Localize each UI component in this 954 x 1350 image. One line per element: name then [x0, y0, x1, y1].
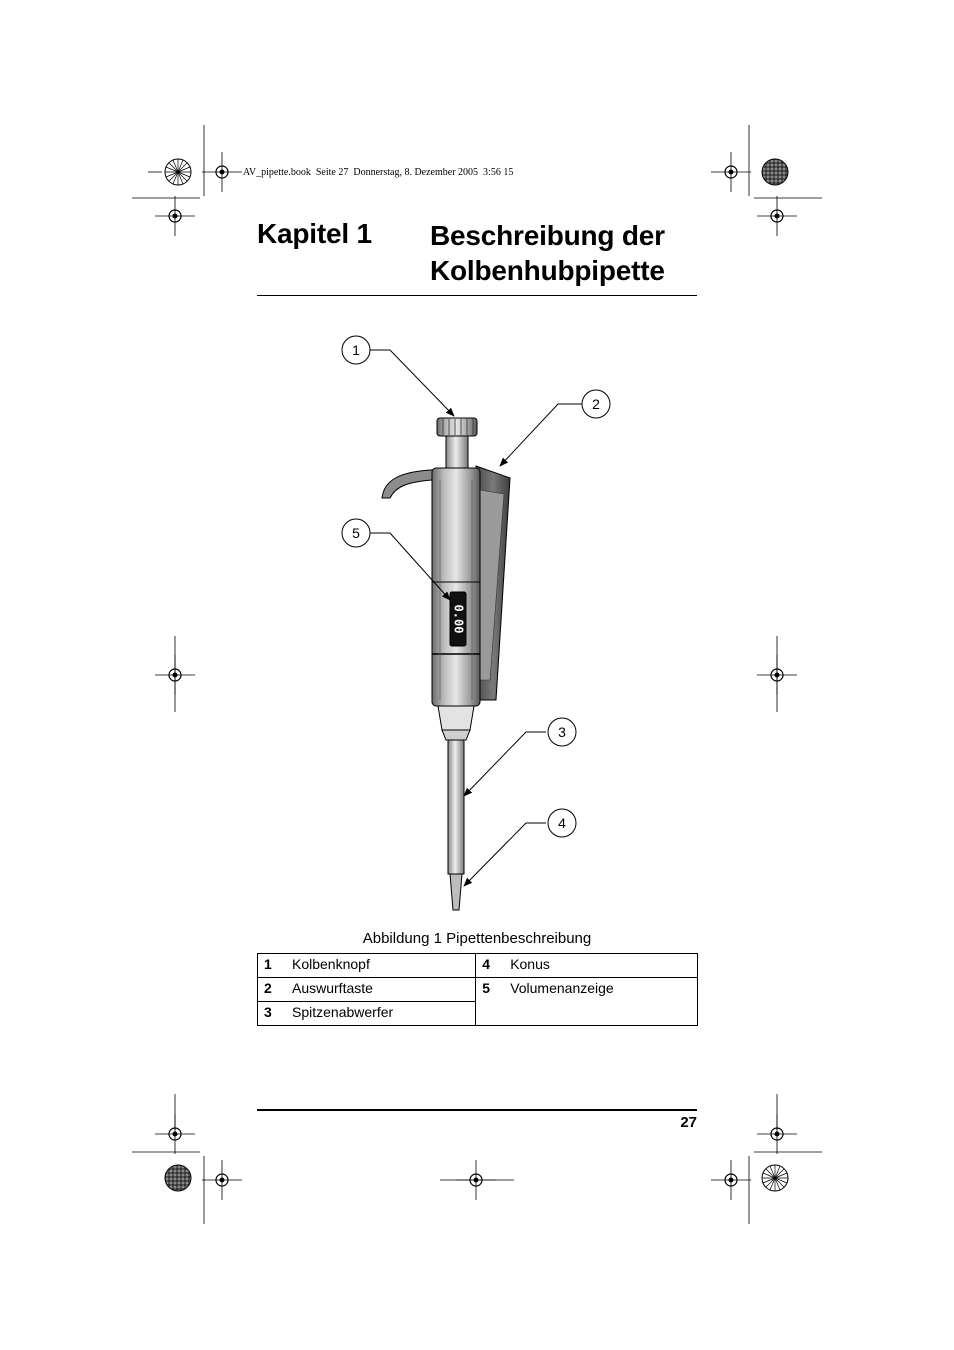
legend-cell	[258, 1002, 476, 1026]
callout-4	[548, 809, 576, 837]
footer-rule	[257, 1109, 697, 1111]
svg-text:1: 1	[352, 342, 360, 358]
legend-label: Konus	[510, 956, 550, 972]
color-target-bottom-left	[165, 1165, 191, 1191]
color-target-top-left	[165, 159, 191, 185]
plunger-button-part	[437, 418, 477, 470]
legend-number: 4	[482, 956, 490, 972]
callout-1	[342, 336, 370, 364]
chapter-title-line-2: Kolbenhubpipette	[430, 255, 665, 286]
legend-label: Auswurftaste	[292, 980, 373, 996]
callout-2	[582, 390, 610, 418]
legend-cell	[258, 954, 476, 978]
table-row	[258, 978, 698, 1002]
figure-caption: Abbildung 1 Pipettenbeschreibung	[362, 930, 592, 947]
legend-table	[257, 953, 698, 1026]
legend-cell	[476, 954, 698, 978]
volume-display	[450, 592, 466, 646]
callout-3	[548, 718, 576, 746]
table-row	[258, 954, 698, 978]
color-target-bottom-right	[762, 1165, 788, 1191]
legend-cell	[476, 978, 698, 1026]
legend-cell	[258, 978, 476, 1002]
page-number: 27	[680, 1114, 697, 1131]
svg-text:2: 2	[592, 396, 600, 412]
volume-display-value: 0.00	[451, 604, 466, 634]
legend-number: 5	[482, 980, 490, 996]
legend-number: 3	[264, 1004, 272, 1020]
chapter-title	[430, 218, 730, 288]
color-target-top-right	[762, 159, 788, 185]
legend-number: 2	[264, 980, 272, 996]
svg-text:4: 4	[558, 815, 566, 831]
tip-cone	[438, 706, 474, 910]
ejector-arm	[476, 466, 510, 700]
legend-label: Kolbenknopf	[292, 956, 370, 972]
legend-label: Spitzenabwerfer	[292, 1004, 394, 1020]
print-slug-line: AV_pipette.book Seite 27 Donnerstag, 8. Dezember 2005 3:56 15	[243, 167, 514, 178]
callout-5	[342, 519, 370, 547]
chapter-title-line-1: Beschreibung der	[430, 220, 665, 251]
chapter-rule	[257, 295, 697, 296]
pipette-body	[432, 468, 480, 706]
pipette-illustration	[300, 330, 640, 920]
chapter-label: Kapitel 1	[257, 218, 372, 249]
svg-text:3: 3	[558, 724, 566, 740]
svg-text:5: 5	[352, 525, 360, 541]
legend-label: Volumenanzeige	[510, 980, 614, 996]
legend-number: 1	[264, 956, 272, 972]
